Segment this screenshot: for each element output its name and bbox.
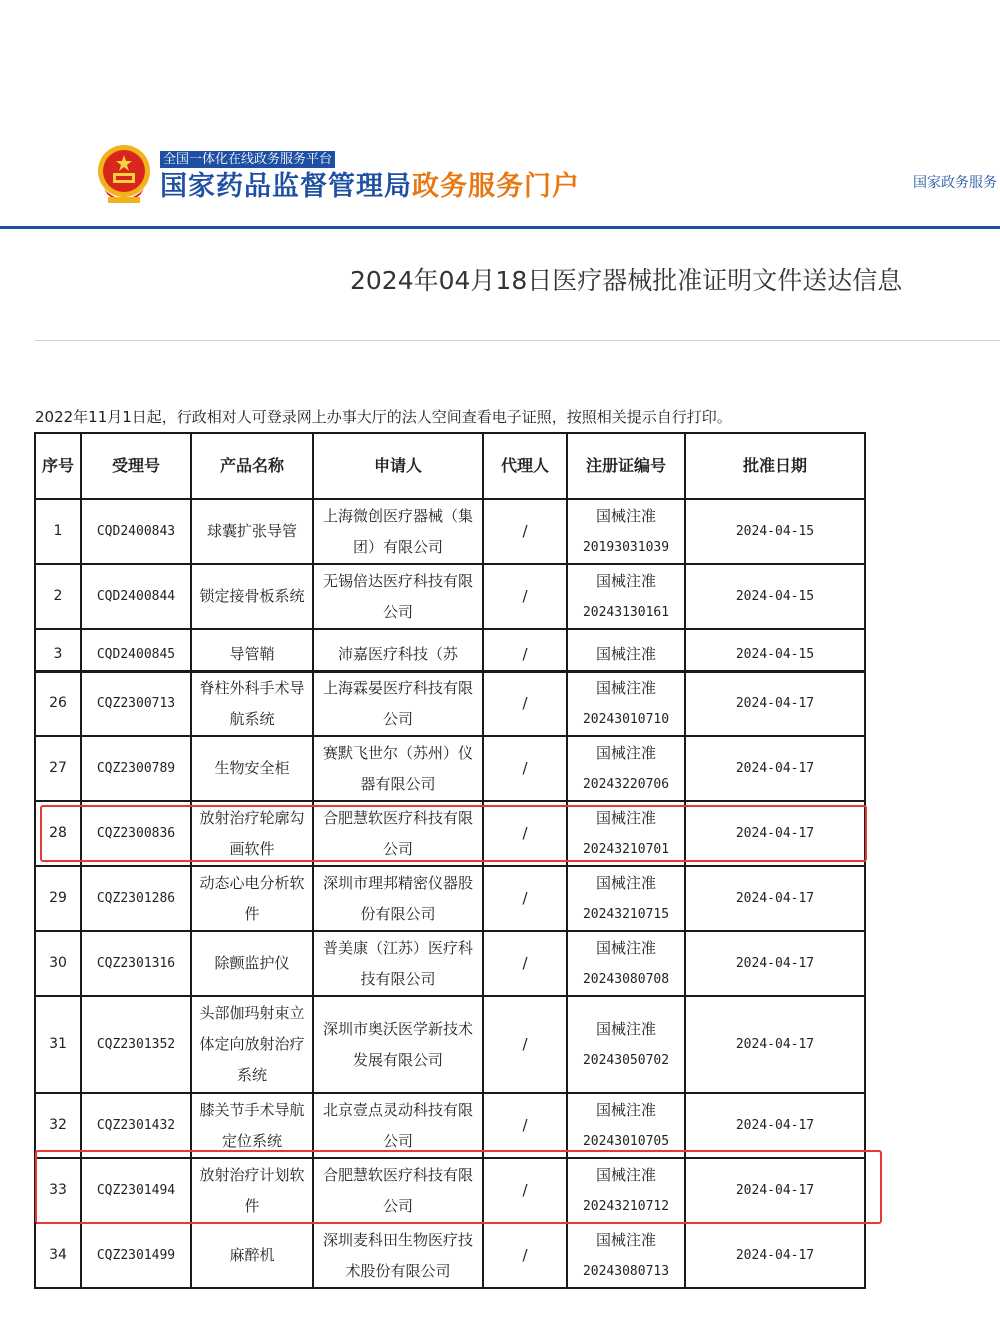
table-row: [35, 564, 865, 629]
reg-no-number: 20193031039: [582, 539, 670, 555]
reg-no-prefix: 国械注准: [595, 506, 656, 525]
cell-reg-no: [567, 1158, 685, 1223]
table-row: [35, 499, 865, 564]
cell-reg-no: [567, 996, 685, 1093]
cell-reg-no: [567, 801, 685, 866]
site-title-portal: 政务服务门户: [412, 171, 580, 202]
reg-no-prefix: 国械注准: [595, 644, 656, 663]
cell-product: 放射治疗计划软件: [191, 1158, 313, 1223]
reg-no-number: 20243080708: [582, 971, 670, 987]
cell-agent: /: [483, 801, 567, 866]
reg-no-number: 20243050702: [582, 1052, 670, 1068]
cell-applicant: 北京壹点灵动科技有限公司: [313, 1093, 483, 1158]
cell-accept-no: CQZ2301352: [81, 996, 191, 1093]
header-divider: [0, 226, 1000, 229]
cell-date: 2024-04-17: [685, 866, 865, 931]
cell-product: 锁定接骨板系统: [191, 564, 313, 629]
table-row: [35, 629, 865, 671]
cell-date: 2024-04-17: [685, 801, 865, 866]
cell-applicant: 深圳市理邦精密仪器股份有限公司: [313, 866, 483, 931]
cell-seq: 2: [35, 564, 81, 629]
site-title[interactable]: [160, 170, 580, 204]
cell-seq: 28: [35, 801, 81, 866]
reg-no-number: 20243210715: [582, 906, 670, 922]
cell-applicant: 深圳市奥沃医学新技术发展有限公司: [313, 996, 483, 1093]
header-seq: 序号: [35, 433, 81, 499]
cell-accept-no: CQZ2300836: [81, 801, 191, 866]
cell-seq: 31: [35, 996, 81, 1093]
cell-seq: 34: [35, 1223, 81, 1288]
reg-no-number: 20243010710: [582, 711, 670, 727]
reg-no-number: 20243210712: [582, 1198, 670, 1214]
table-row: [35, 1093, 865, 1158]
cell-agent: /: [483, 671, 567, 736]
reg-no-number: 20243080713: [582, 1263, 670, 1279]
cell-seq: 3: [35, 629, 81, 671]
title-divider: [35, 340, 1000, 341]
cell-accept-no: CQZ2301494: [81, 1158, 191, 1223]
cell-agent: /: [483, 996, 567, 1093]
cell-reg-no: [567, 671, 685, 736]
cell-applicant: 合肥慧软医疗科技有限公司: [313, 1158, 483, 1223]
cell-seq: 1: [35, 499, 81, 564]
cell-seq: 27: [35, 736, 81, 801]
approval-table-container: [34, 432, 864, 1289]
cell-applicant: 无锡倍达医疗科技有限公司: [313, 564, 483, 629]
table-row: [35, 671, 865, 736]
reg-no-prefix: 国械注准: [595, 808, 656, 827]
reg-no-prefix: 国械注准: [595, 1100, 656, 1119]
cell-agent: /: [483, 629, 567, 671]
cell-date: 2024-04-15: [685, 499, 865, 564]
cell-accept-no: CQZ2301499: [81, 1223, 191, 1288]
cell-agent: /: [483, 931, 567, 996]
header-reg-no: 注册证编号: [567, 433, 685, 499]
cell-product: 球囊扩张导管: [191, 499, 313, 564]
site-title-agency: 国家药品监督管理局: [160, 171, 412, 202]
cell-product: 脊柱外科手术导航系统: [191, 671, 313, 736]
cell-accept-no: CQD2400845: [81, 629, 191, 671]
cell-product: 放射治疗轮廓勾画软件: [191, 801, 313, 866]
cell-product: 麻醉机: [191, 1223, 313, 1288]
reg-no-prefix: 国械注准: [595, 1165, 656, 1184]
site-header: [0, 0, 1000, 230]
cell-reg-no: [567, 866, 685, 931]
cell-reg-no: [567, 736, 685, 801]
header-accept-no: 受理号: [81, 433, 191, 499]
cell-accept-no: CQZ2300713: [81, 671, 191, 736]
cell-reg-no: [567, 564, 685, 629]
cell-agent: /: [483, 736, 567, 801]
cell-product: 除颤监护仪: [191, 931, 313, 996]
cell-seq: 33: [35, 1158, 81, 1223]
reg-no-number: 20243220706: [582, 776, 670, 792]
reg-no-prefix: 国械注准: [595, 743, 656, 762]
notice-text: 2022年11月1日起，行政相对人可登录网上办事大厅的法人空间查看电子证照，按照相关提示自行打印。: [35, 408, 732, 426]
table-row: [35, 931, 865, 996]
cell-applicant: 赛默飞世尔（苏州）仪器有限公司: [313, 736, 483, 801]
cell-date: 2024-04-17: [685, 671, 865, 736]
cell-date: 2024-04-17: [685, 996, 865, 1093]
cell-accept-no: CQZ2301316: [81, 931, 191, 996]
cell-date: 2024-04-17: [685, 1158, 865, 1223]
reg-no-prefix: 国械注准: [595, 678, 656, 697]
cell-date: 2024-04-15: [685, 629, 865, 671]
header-applicant: 申请人: [313, 433, 483, 499]
table-row: [35, 866, 865, 931]
approval-table: [34, 432, 866, 1289]
cell-agent: /: [483, 499, 567, 564]
cell-agent: /: [483, 866, 567, 931]
cell-accept-no: CQD2400843: [81, 499, 191, 564]
page-title: 2024年04月18日医疗器械批准证明文件送达信息: [350, 266, 903, 295]
cell-accept-no: CQZ2300789: [81, 736, 191, 801]
cell-date: 2024-04-15: [685, 564, 865, 629]
header-agent: 代理人: [483, 433, 567, 499]
cell-reg-no: [567, 1093, 685, 1158]
table-row: [35, 1223, 865, 1288]
header-product: 产品名称: [191, 433, 313, 499]
cell-reg-no: [567, 1223, 685, 1288]
table-row: [35, 996, 865, 1093]
cell-reg-no: [567, 499, 685, 564]
cell-applicant: 上海霖晏医疗科技有限公司: [313, 671, 483, 736]
cell-seq: 29: [35, 866, 81, 931]
cell-agent: /: [483, 1223, 567, 1288]
cell-date: 2024-04-17: [685, 736, 865, 801]
cell-applicant: 深圳麦科田生物医疗技术股份有限公司: [313, 1223, 483, 1288]
cell-accept-no: CQZ2301286: [81, 866, 191, 931]
reg-no-prefix: 国械注准: [595, 873, 656, 892]
reg-no-prefix: 国械注准: [595, 938, 656, 957]
cell-reg-no: [567, 629, 685, 671]
header-date: 批准日期: [685, 433, 865, 499]
cell-product: 头部伽玛射束立体定向放射治疗系统: [191, 996, 313, 1093]
cell-reg-no: [567, 931, 685, 996]
cell-product: 导管鞘: [191, 629, 313, 671]
reg-no-prefix: 国械注准: [595, 1019, 656, 1038]
cell-date: 2024-04-17: [685, 1223, 865, 1288]
cell-date: 2024-04-17: [685, 1093, 865, 1158]
cell-agent: /: [483, 564, 567, 629]
cell-accept-no: CQZ2301432: [81, 1093, 191, 1158]
cell-seq: 26: [35, 671, 81, 736]
cell-seq: 32: [35, 1093, 81, 1158]
cell-applicant: 普美康（江苏）医疗科技有限公司: [313, 931, 483, 996]
cell-applicant: 合肥慧软医疗科技有限公司: [313, 801, 483, 866]
platform-tag[interactable]: 全国一体化在线政务服务平台: [160, 151, 335, 168]
cell-product: 膝关节手术导航定位系统: [191, 1093, 313, 1158]
reg-no-number: 20243130161: [582, 604, 670, 620]
cell-agent: /: [483, 1093, 567, 1158]
cell-seq: 30: [35, 931, 81, 996]
table-row: [35, 801, 865, 866]
table-header-row: [35, 433, 865, 499]
reg-no-number: 20243210701: [582, 841, 670, 857]
table-row: [35, 1158, 865, 1223]
national-emblem-icon[interactable]: [96, 143, 152, 207]
cell-applicant: 沛嘉医疗科技（苏: [313, 629, 483, 671]
cell-accept-no: CQD2400844: [81, 564, 191, 629]
gov-service-link[interactable]: 国家政务服务: [913, 175, 997, 191]
cell-product: 生物安全柜: [191, 736, 313, 801]
cell-applicant: 上海微创医疗器械（集团）有限公司: [313, 499, 483, 564]
table-row: [35, 736, 865, 801]
cell-date: 2024-04-17: [685, 931, 865, 996]
reg-no-number: 20243010705: [582, 1133, 670, 1149]
cell-agent: /: [483, 1158, 567, 1223]
reg-no-prefix: 国械注准: [595, 571, 656, 590]
cell-product: 动态心电分析软件: [191, 866, 313, 931]
reg-no-prefix: 国械注准: [595, 1230, 656, 1249]
